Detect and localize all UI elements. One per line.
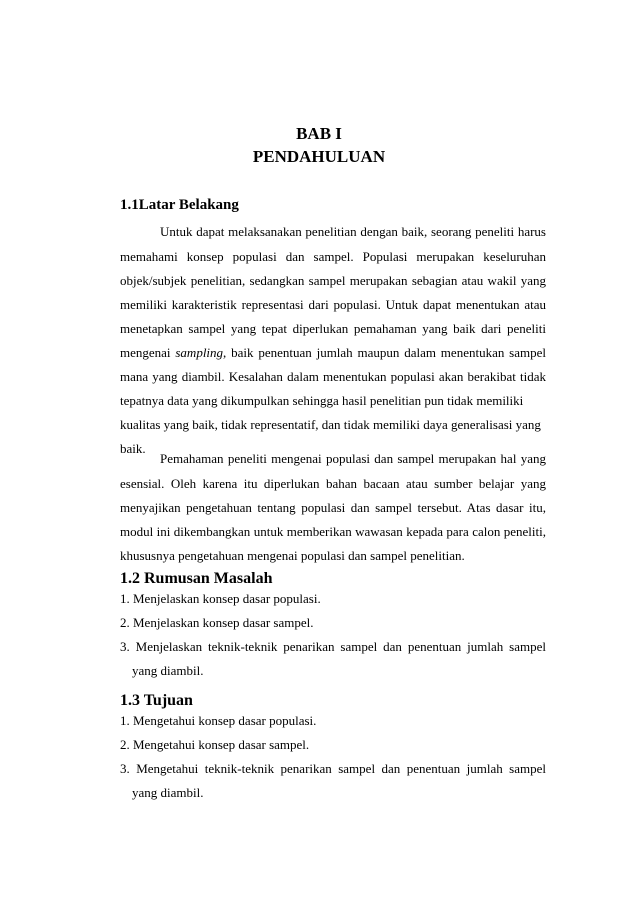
section-heading-rumusan-masalah: 1.2 Rumusan Masalah xyxy=(120,570,273,587)
paragraph-line: Pemahaman peneliti mengenai populasi dan sampel merupakan hal yang xyxy=(160,451,546,466)
paragraph-line: kualitas yang baik, tidak representatif, dan tidak memiliki daya generalisasi yang xyxy=(120,417,541,432)
list-item: 3. Mengetahui teknik-teknik penarikan sampel dan penentuan jumlah sampel xyxy=(120,761,546,776)
chapter-label: BAB I xyxy=(296,124,342,143)
section-heading-latar-belakang: 1.1Latar Belakang xyxy=(120,197,239,213)
list-item-continuation: yang diambil. xyxy=(132,785,204,800)
list-item-continuation: yang diambil. xyxy=(132,663,204,678)
paragraph-line: esensial. Oleh karena itu diperlukan bahan bacaan atau sumber belajar yang xyxy=(120,476,546,491)
paragraph-line: menetapkan sampel yang tepat diperlukan pemahaman yang baik dari peneliti xyxy=(120,321,546,336)
list-item: 2. Menjelaskan konsep dasar sampel. xyxy=(120,615,314,630)
paragraph-line: objek/subjek penelitian, sedangkan sampel merupakan sebagian atau wakil yang xyxy=(120,273,546,288)
italic-term: sampling xyxy=(175,345,224,360)
chapter-title: PENDAHULUAN xyxy=(252,147,386,166)
text-run: mengenai xyxy=(120,345,176,360)
paragraph-line: memahami konsep populasi dan sampel. Populasi merupakan keseluruhan xyxy=(120,249,546,264)
list-item: 2. Mengetahui konsep dasar sampel. xyxy=(120,737,310,752)
paragraph-line: khususnya pengetahuan mengenai populasi dan sampel penelitian. xyxy=(120,548,465,563)
paragraph-line: menyajikan pengetahuan tentang populasi dan sampel tersebut. Atas dasar itu, xyxy=(120,500,546,515)
paragraph-line: tepatnya data yang dikumpulkan sehingga hasil penelitian pun tidak memiliki xyxy=(120,393,524,408)
paragraph-line: mana yang diambil. Kesalahan dalam menentukan populasi akan berakibat tidak xyxy=(120,369,546,384)
paragraph-line: memiliki karakteristik representasi dari populasi. Untuk dapat menentukan atau xyxy=(120,297,546,312)
paragraph-line: modul ini dikembangkan untuk memberikan wawasan kepada para calon peneliti, xyxy=(120,524,546,539)
text-run: , baik penentuan jumlah maupun dalam menentukan sampel xyxy=(223,345,546,360)
list-item: 1. Menjelaskan konsep dasar populasi. xyxy=(120,591,321,606)
list-item: 3. Menjelaskan teknik-teknik penarikan sampel dan penentuan jumlah sampel xyxy=(120,639,546,654)
paragraph-line: Untuk dapat melaksanakan penelitian dengan baik, seorang peneliti harus xyxy=(160,224,546,239)
list-item: 1. Mengetahui konsep dasar populasi. xyxy=(120,713,317,728)
paragraph-line xyxy=(120,345,546,361)
section-heading-tujuan: 1.3 Tujuan xyxy=(120,692,193,709)
paragraph-line: baik. xyxy=(120,441,146,456)
